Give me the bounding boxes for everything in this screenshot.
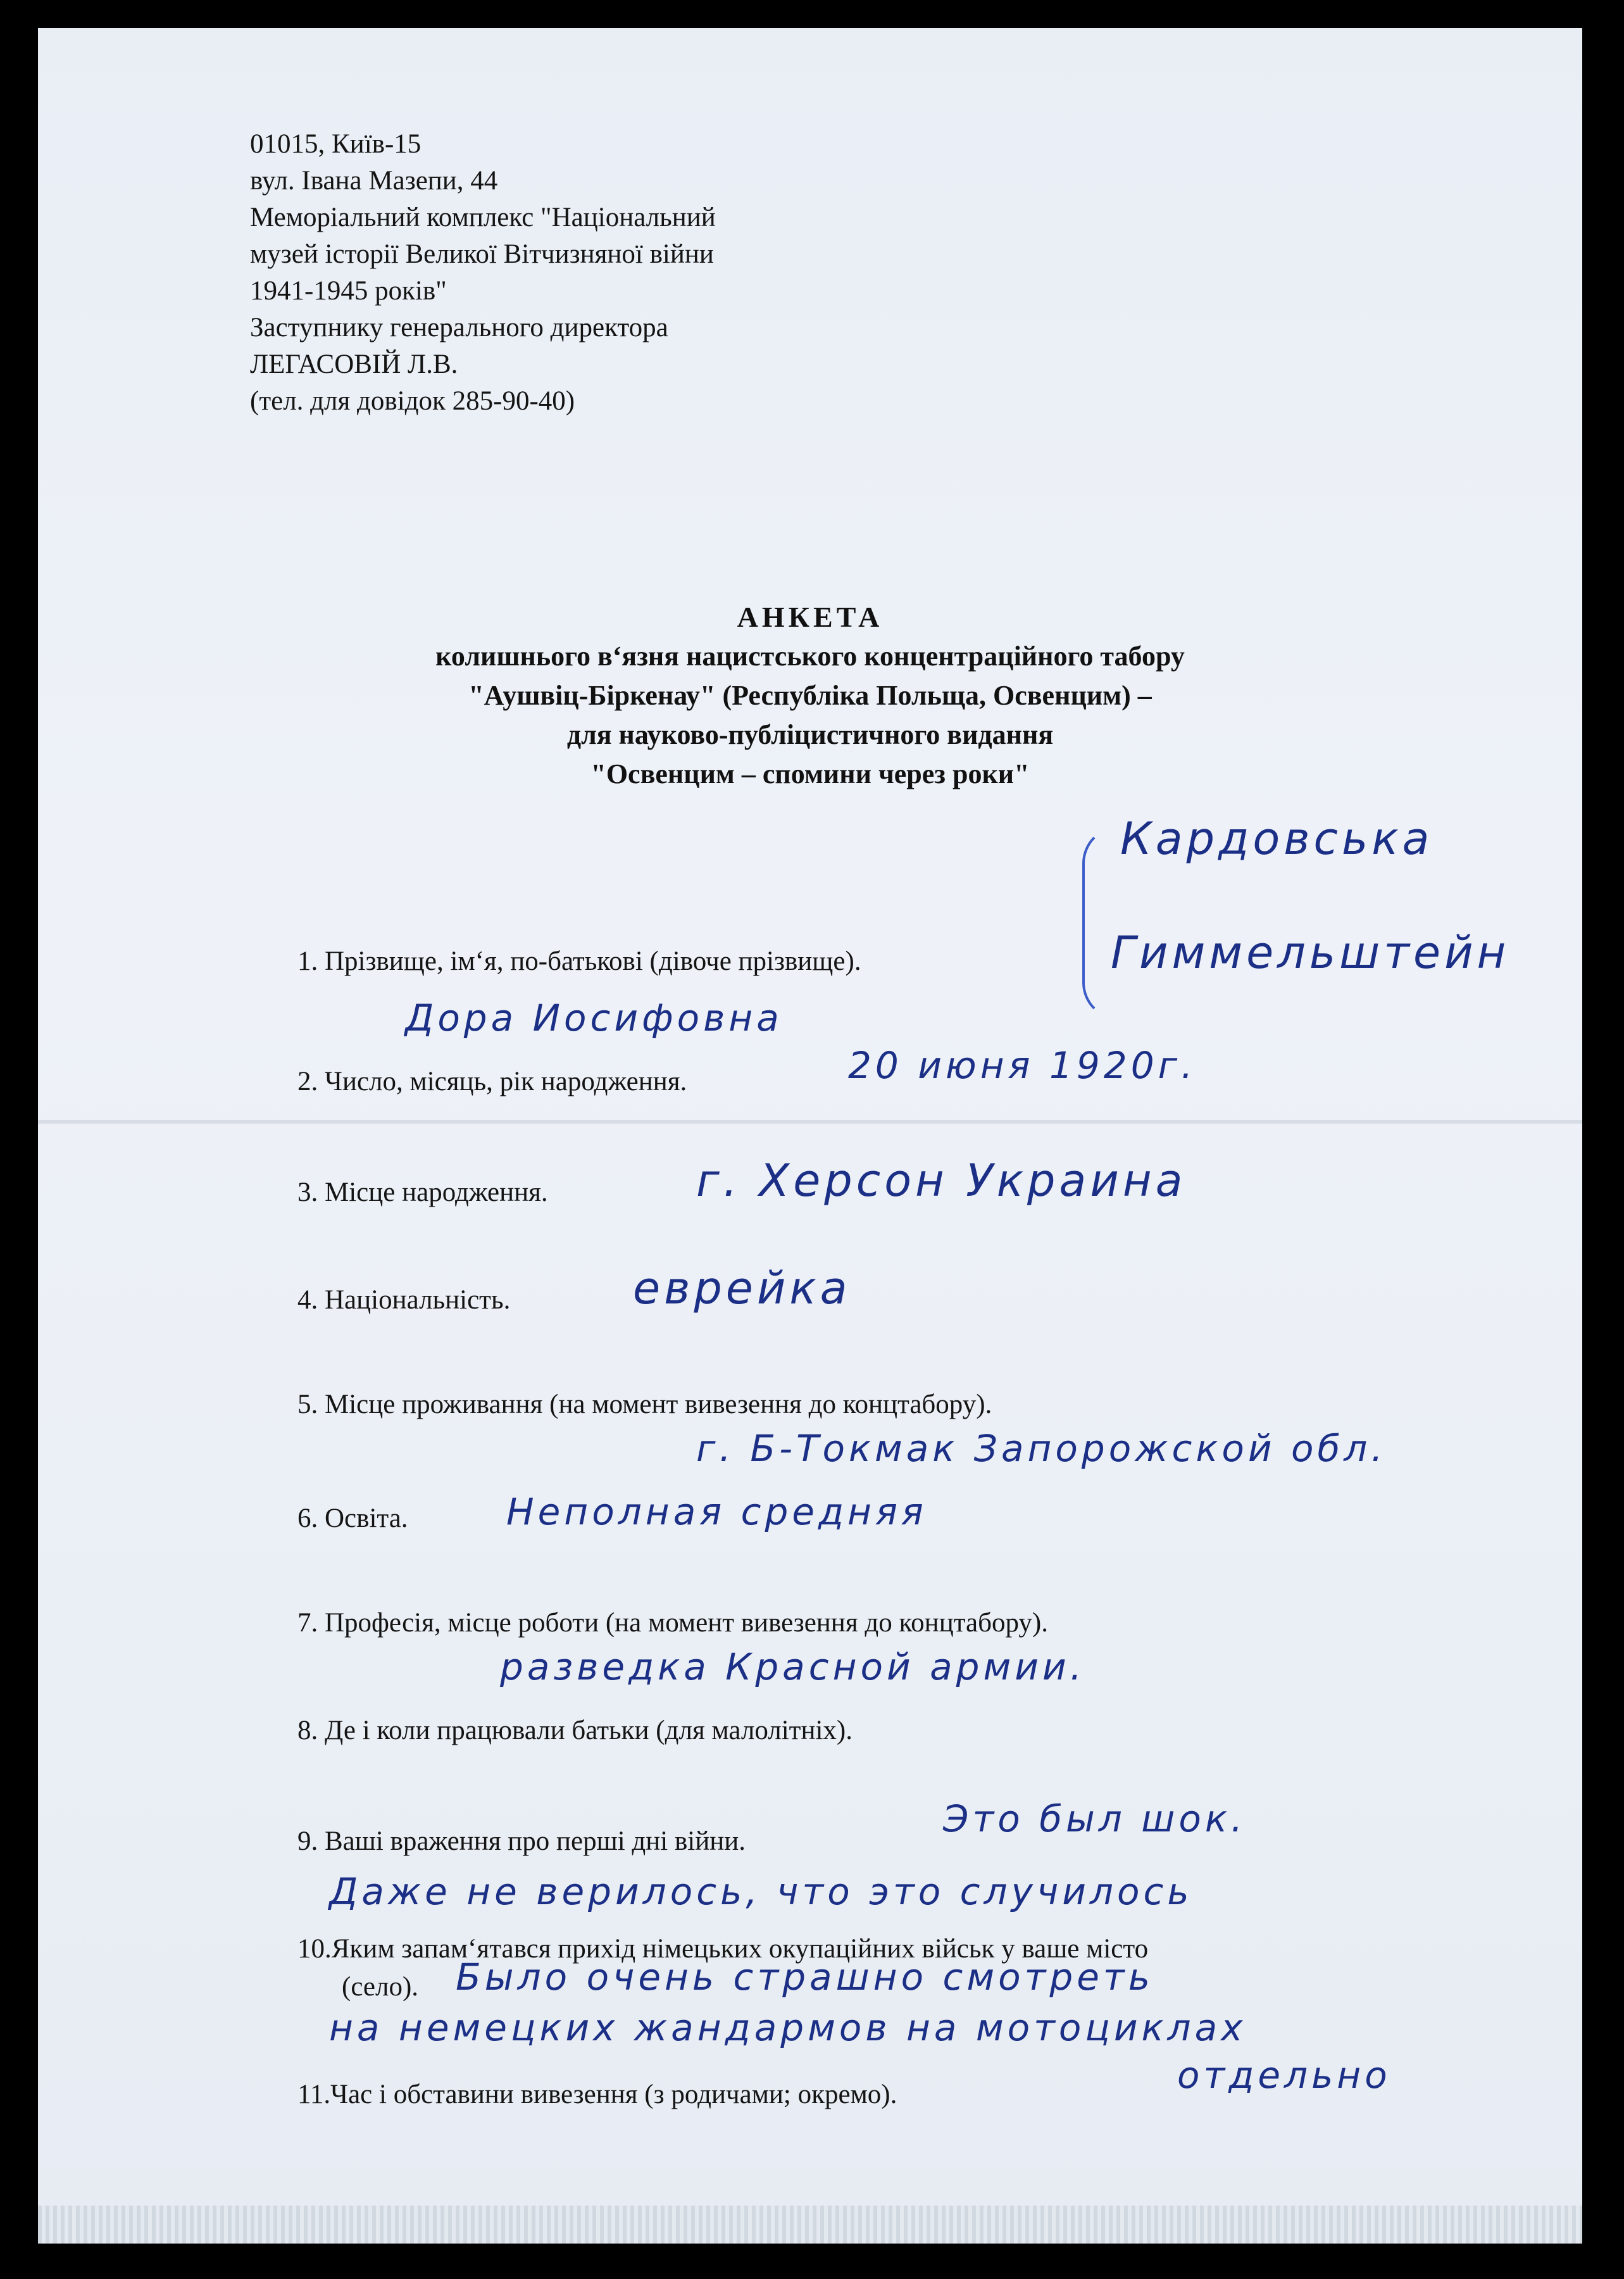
answer-birth-date: 20 июня 1920г. <box>848 1044 1197 1087</box>
question-3: 3. Місце народження. <box>297 1177 548 1207</box>
answer-occupation-2: на немецких жандармов на мотоциклах <box>329 2006 1247 2049</box>
form-subtitle-line: колишнього в‘язня нацистського концентраційного табору <box>435 641 1185 672</box>
question-4: 4. Національність. <box>297 1285 511 1315</box>
answer-war-impression-1: Это был шок. <box>943 1797 1247 1840</box>
address-line: 01015, Київ-15 <box>250 129 422 159</box>
address-line: Заступнику генерального директора <box>250 313 668 342</box>
answer-surname: Гиммельштейн <box>1111 927 1510 979</box>
address-line: музей історії Великої Вітчизняної війни <box>250 239 714 269</box>
address-line: (тел. для довідок 285-90-40) <box>250 386 575 416</box>
question-2: 2. Число, місяць, рік народження. <box>297 1067 687 1096</box>
form-subtitle-line: "Освенцим – спомини через роки" <box>590 758 1030 789</box>
address-line: ЛЕГАСОВІЙ Л.В. <box>250 349 458 379</box>
question-5: 5. Місце проживання (на момент вивезення до концтабору). <box>297 1390 992 1419</box>
handwritten-bracket <box>1082 826 1582 1020</box>
question-8: 8. Де і коли працювали батьки (для малолітніх). <box>297 1716 853 1745</box>
recipient-address <box>250 126 716 420</box>
answer-profession: разведка Красной армии. <box>500 1645 1086 1688</box>
question-1: 1. Прізвище, ім‘я, по-батькові (дівоче прізвище). <box>297 946 861 976</box>
form-subtitle-line: для науково-публіцистичного видання <box>566 719 1054 750</box>
question-6: 6. Освіта. <box>297 1504 408 1533</box>
questionnaire-sheet <box>38 28 1582 2244</box>
answer-birth-place: г. Херсон Украина <box>696 1155 1187 1207</box>
question-10-line-1: 10.Яким запам‘ятався прихід німецьких окупаційних військ у ваше місто <box>297 1934 1149 1964</box>
form-subtitle-line: "Аушвіц-Біркенау" (Республіка Польща, Освенцим) – <box>468 680 1152 711</box>
answer-deportation: отдельно <box>1177 2054 1391 2097</box>
question-9: 9. Ваші враження про перші дні війни. <box>297 1826 746 1856</box>
form-title <box>38 598 1582 794</box>
address-line: 1941-1945 років" <box>250 276 447 306</box>
answer-war-impression-2: Даже не верилось, что это случилось <box>329 1870 1193 1913</box>
answer-occupation-1: Было очень страшно смотреть <box>456 1956 1154 1999</box>
question-7: 7. Професія, місце роботи (на момент вивезення до концтабору). <box>297 1608 1048 1638</box>
address-line: Меморіальний комплекс "Національний <box>250 203 716 232</box>
answer-nationality: еврейка <box>633 1262 851 1314</box>
paper-fold-line <box>38 1120 1582 1124</box>
address-line: вул. Івана Мазепи, 44 <box>250 166 498 196</box>
answer-first-name: Дора Иосифовна <box>405 996 783 1039</box>
question-11: 11.Час і обставини вивезення (з родичами; окремо). <box>297 2080 897 2109</box>
form-heading: АНКЕТА <box>737 601 884 633</box>
answer-maiden-name: Кардовська <box>1120 813 1433 865</box>
paper-bottom-edge <box>38 2206 1582 2244</box>
question-10-line-2: (село). <box>342 1972 419 2002</box>
answer-education: Неполная средняя <box>506 1490 927 1533</box>
answer-residence: г. Б-Токмак Запорожской обл. <box>696 1427 1387 1470</box>
